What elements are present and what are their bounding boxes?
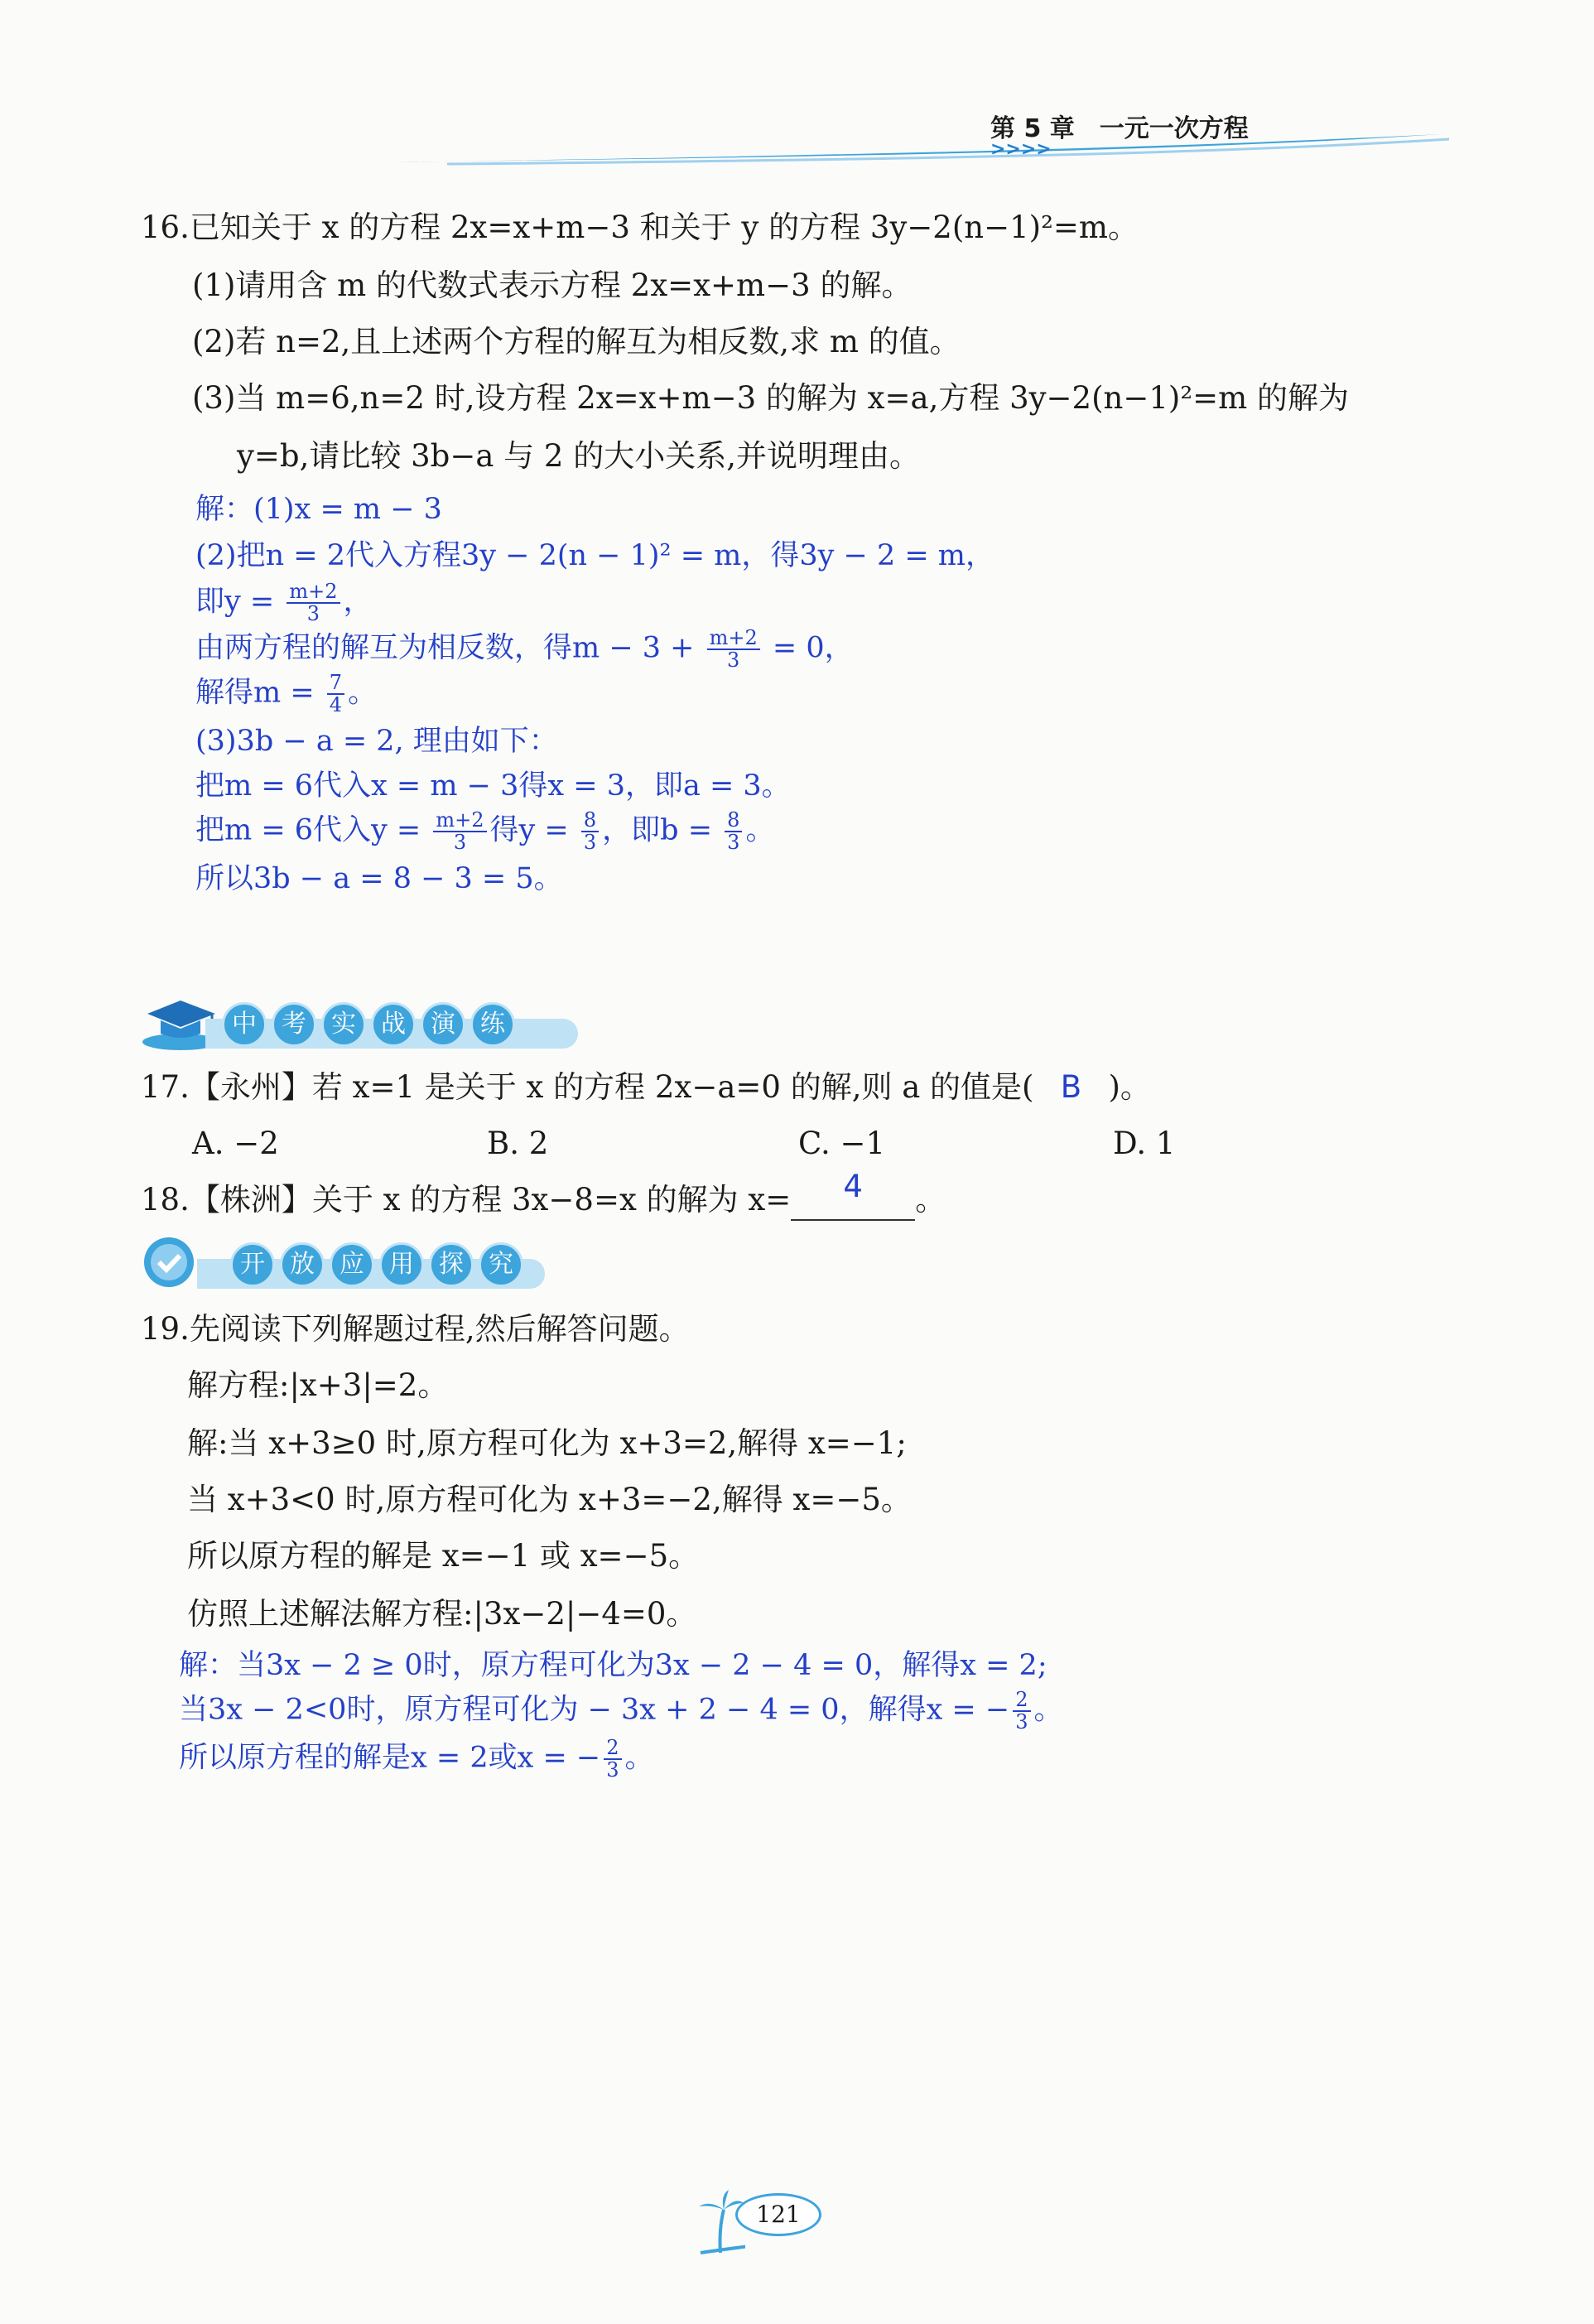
q16-part3-line1: (3)当 m=6,n=2 时,设方程 2x=x+m−3 的解为 x=a,方程 3y−2(n−1)²=m 的解为	[192, 380, 1350, 416]
ans16-line4: 由两方程的解互为相反数，得m − 3 + $\frac{m+2}{3}$ = 0，	[195, 626, 854, 673]
ans16-line2: (2)把n = 2代入方程3y − 2(n − 1)² = m，得3y − 2 = m，	[195, 539, 994, 572]
section-banner-open-application	[139, 1234, 553, 1292]
q16-part1: (1)请用含 m 的代数式表示方程 2x=x+m−3 的解。	[192, 268, 913, 303]
q19-example-line2: 解:当 x+3≥0 时,原方程可化为 x+3=2,解得 x=−1;	[187, 1425, 907, 1461]
header-chevrons-icon: >>>>	[990, 139, 1052, 160]
q16-part2: (2)若 n=2,且上述两个方程的解互为相反数,求 m 的值。	[192, 324, 961, 359]
banner-char: 开	[230, 1242, 275, 1287]
q17-option-a: A. −2	[192, 1126, 279, 1161]
banner-char: 中	[222, 1002, 267, 1047]
q17-answer: B	[1060, 1069, 1082, 1105]
q16-part3-line2: y=b,请比较 3b−a 与 2 的大小关系,并说明理由。	[237, 438, 920, 474]
q17-stem: 17.【永州】若 x=1 是关于 x 的方程 2x−a=0 的解,则 a 的值是( B )。	[141, 1068, 1151, 1107]
page-number-badge	[696, 2180, 836, 2254]
banner-char: 究	[479, 1242, 523, 1287]
banner-char: 实	[321, 1002, 366, 1047]
section-banner-exam-practice	[139, 994, 586, 1052]
q17-option-b: B. 2	[487, 1126, 549, 1161]
ans16-line5: 解得m = $\frac{7}{4}$ 。	[195, 671, 378, 717]
q19-stem: 19.先阅读下列解题过程,然后解答问题。	[141, 1311, 690, 1347]
q19-example-line4: 所以原方程的解是 x=−1 或 x=−5。	[187, 1538, 700, 1574]
banner-char: 应	[330, 1242, 374, 1287]
q16-stem: 16.已知关于 x 的方程 2x=x+m−3 和关于 y 的方程 3y−2(n−1)²=m。	[141, 210, 1139, 245]
q19-example-line1: 解方程:|x+3|=2。	[187, 1367, 449, 1403]
ans19-line3: 所以原方程的解是x = 2或x = − $\frac{2}{3}$ 。	[179, 1736, 654, 1782]
banner-char: 考	[272, 1002, 316, 1047]
banner-char: 练	[470, 1002, 515, 1047]
ans16-line7: 把m = 6代入x = m − 3得x = 3，即a = 3。	[195, 769, 791, 803]
banner-char: 放	[280, 1242, 325, 1287]
chapter-title: 第 5 章 一元一次方程	[990, 114, 1249, 143]
banner-char: 战	[371, 1002, 416, 1047]
ans16-line6: (3)3b − a = 2, 理由如下：	[195, 725, 558, 758]
ans16-line3: 即y = $\frac{m+2}{3}$ ，	[195, 580, 373, 626]
ans19-line1: 解：当3x − 2 ≥ 0时，原方程可化为3x − 2 − 4 = 0，解得x = 2;	[179, 1649, 1047, 1682]
q18-answer-blank	[791, 1169, 915, 1221]
ans16-line9: 所以3b − a = 8 − 3 = 5。	[195, 862, 563, 895]
checkmark-badge-icon	[139, 1234, 205, 1292]
q19-example-line3: 当 x+3<0 时,原方程可化为 x+3=−2,解得 x=−5。	[187, 1482, 912, 1517]
banner-char: 演	[421, 1002, 465, 1047]
ans19-line2: 当3x − 2<0时，原方程可化为 − 3x + 2 − 4 = 0，解得x = − $\frac{2}{3}$ 。	[179, 1688, 1063, 1734]
q18-answer: 4	[843, 1169, 863, 1204]
q19-task: 仿照上述解法解方程:|3x−2|−4=0。	[187, 1596, 697, 1632]
banner-char: 探	[429, 1242, 474, 1287]
ans16-line1: 解：(1)x = m − 3	[195, 493, 442, 526]
q17-option-d: D. 1	[1113, 1126, 1176, 1161]
header-swoosh	[397, 124, 1457, 166]
ans16-line8: 把m = 6代入y = $\frac{m+2}{3}$ 得y = $\frac{8}{3}$ ，即b = $\frac{8}{3}$ 。	[195, 808, 775, 855]
page-number: 121	[735, 2193, 821, 2236]
banner-char: 用	[379, 1242, 424, 1287]
q17-option-c: C. −1	[798, 1126, 886, 1161]
q18-stem: 18.【株洲】关于 x 的方程 3x−8=x 的解为 x= 4 。	[141, 1181, 946, 1221]
